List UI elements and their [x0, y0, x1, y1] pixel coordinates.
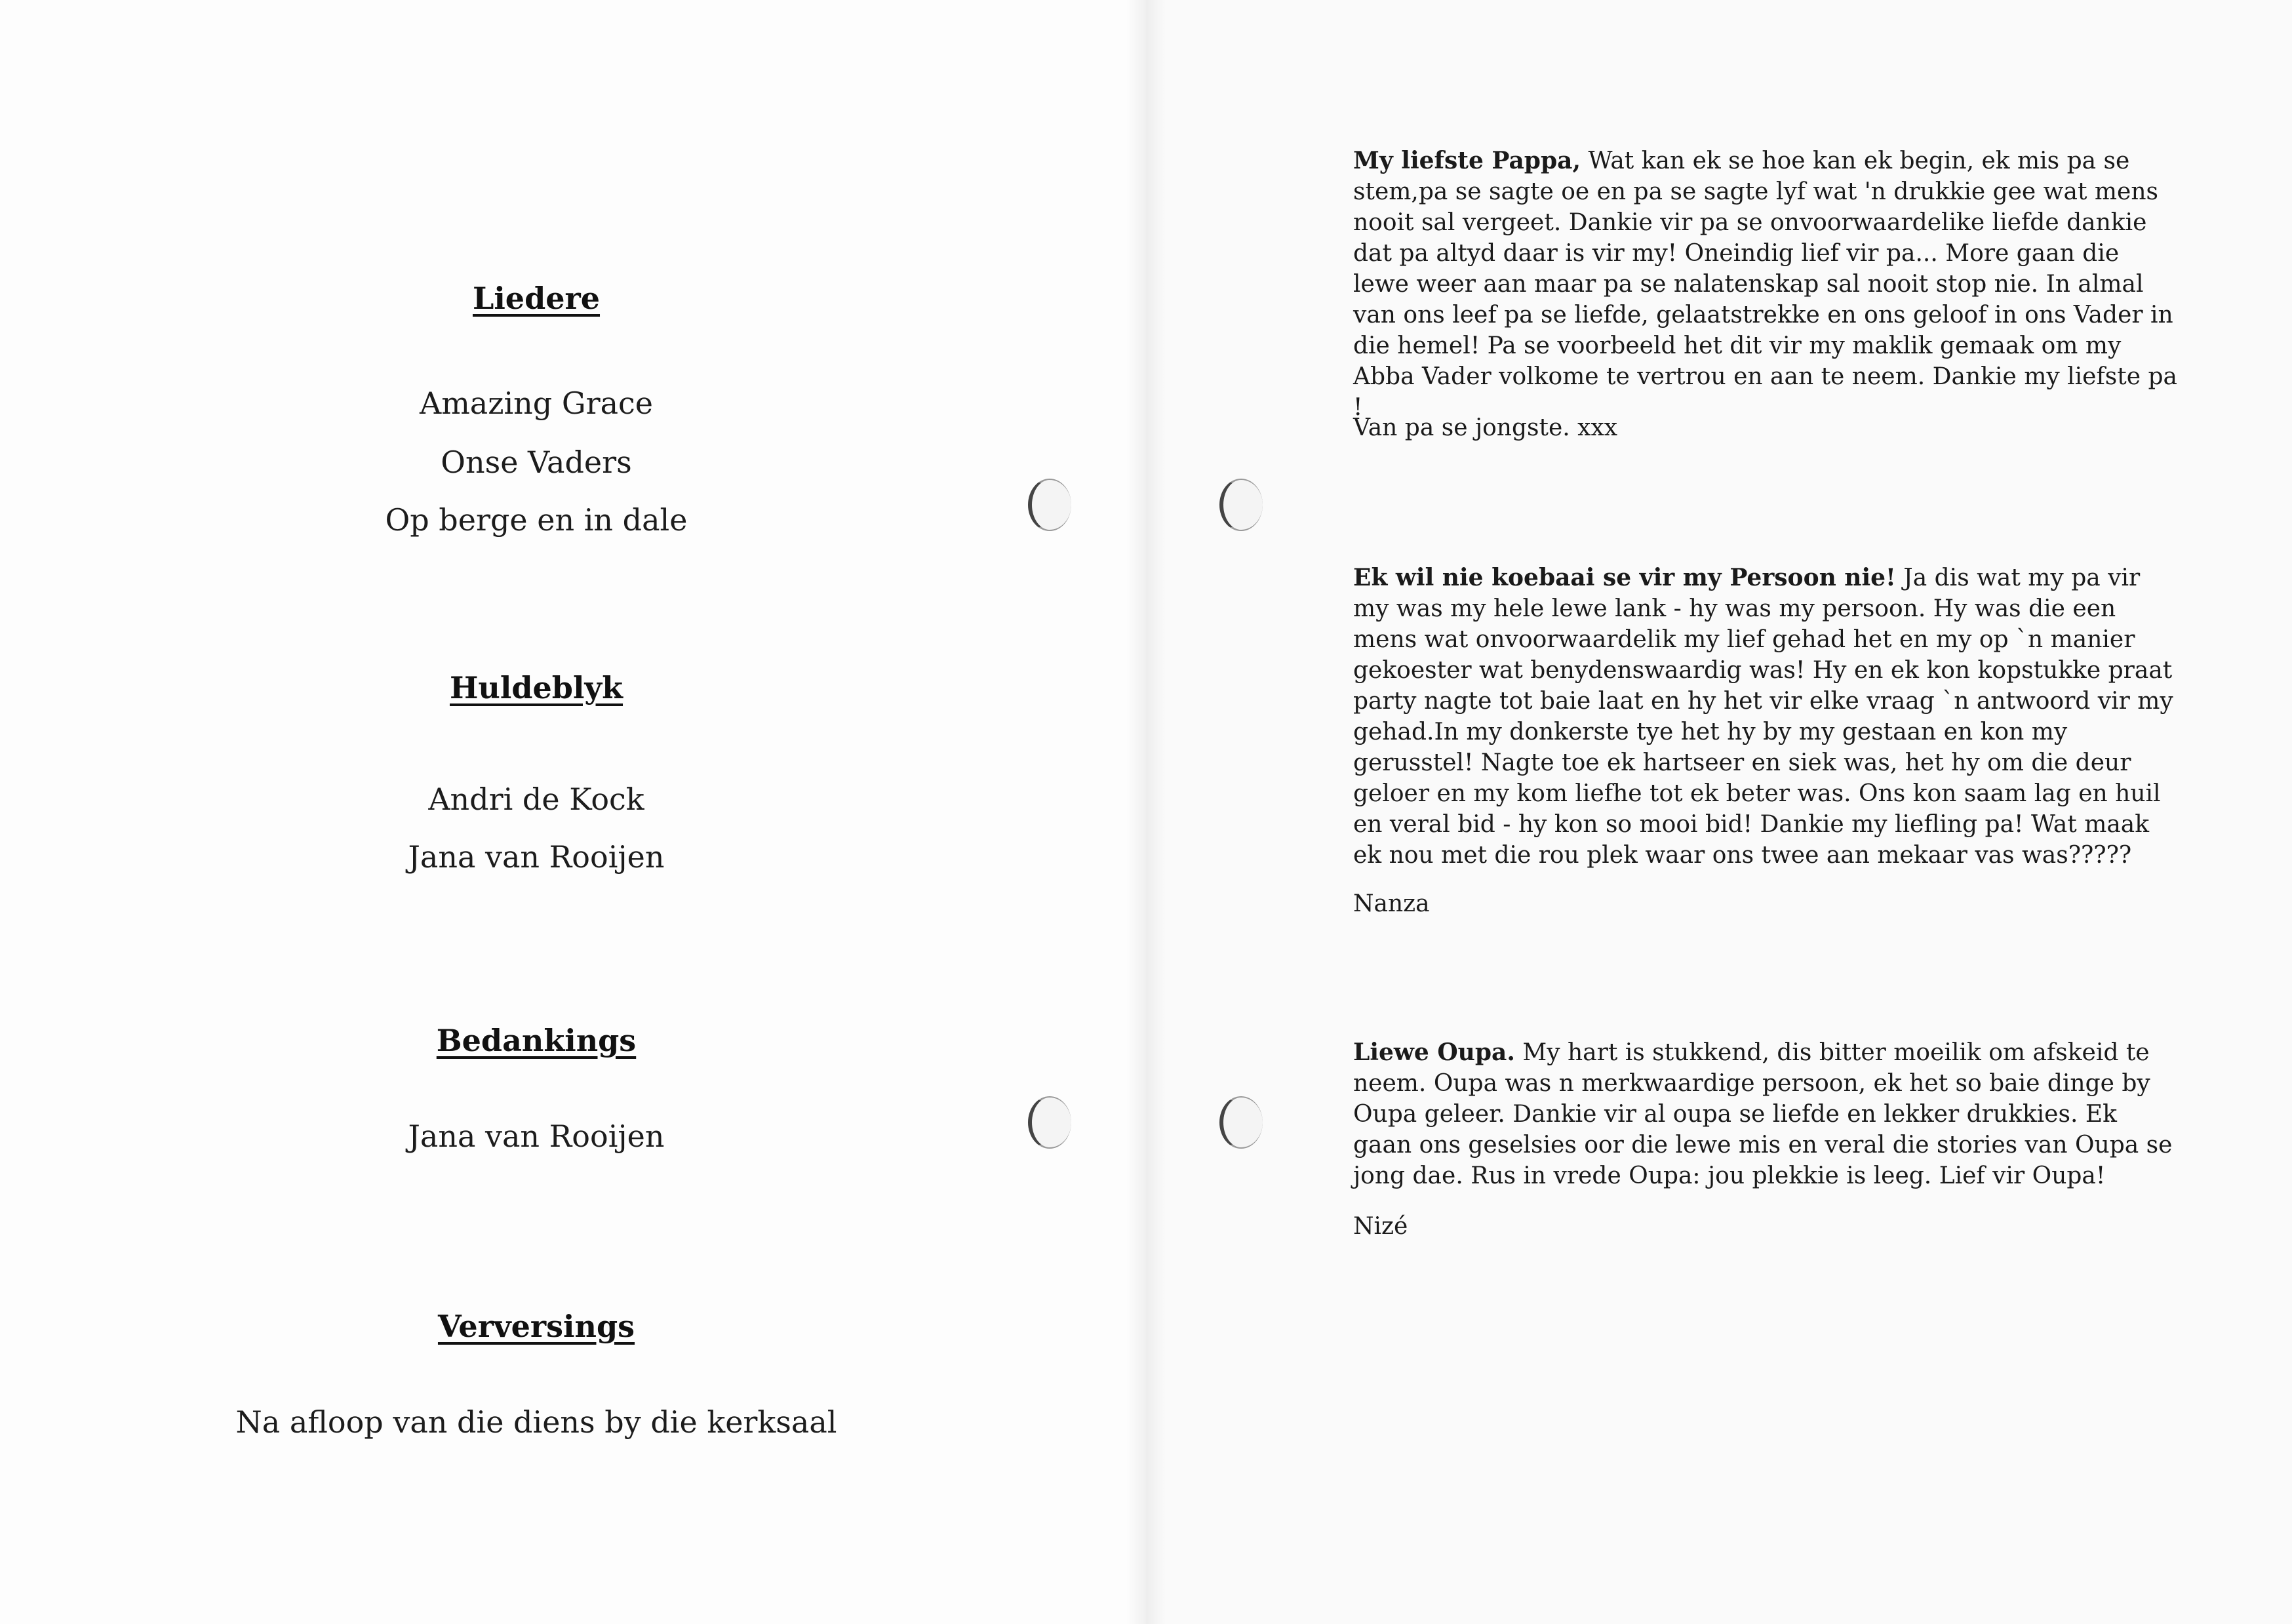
thanks-1: Jana van Rooijen — [408, 1119, 665, 1154]
song-3: Op berge en in dale — [385, 502, 688, 538]
punch-hole — [1219, 479, 1263, 531]
tribute-2: Jana van Rooijen — [408, 839, 665, 875]
message-1 — [1353, 146, 2179, 423]
punch-hole — [1219, 1096, 1263, 1149]
message-2-body: Ja dis wat my pa vir my was my hele lewe lank - hy was my persoon. Hy was die een mens wat onvoorwaardelik my lief gehad het en my op `n manier gekoester wat benydenswaardig was! Hy en ek kon kopstukke praat party nagte tot baie laat en hy het vir elke vraag `n antwoord vir my gehad.In my donkerste tye het hy by my gestaan en kon my gerusstel! Nagte toe ek hartseer en siek was, het hy om die deur geloer en my kom liefhe tot ek beter was. Ons kon saam lag en huil en veral bid - hy kon so mooi bid! Dankie my liefling pa! Wat maak ek nou met die rou plek waar ons twee aan mekaar vas was????? — [1353, 564, 2173, 869]
refreshments-1: Na afloop van die diens by die kerksaal — [235, 1404, 837, 1440]
heading-huldeblyk: Huldeblyk — [449, 670, 623, 705]
message-3-lead: Liewe Oupa. — [1353, 1039, 1515, 1066]
page-fold — [1126, 0, 1166, 1624]
message-2-lead: Ek wil nie koebaai se vir my Persoon nie! — [1353, 564, 1896, 591]
heading-liedere: Liedere — [472, 281, 601, 316]
message-3-body: My hart is stukkend, dis bitter moeilik om afskeid te neem. Oupa was n merkwaardige persoon, ek het so baie dinge by Oupa geleer. Dankie vir al oupa se liefde en lekker drukkies. Ek gaan ons geselsies oor die lewe mis en veral die stories van Oupa se jong dae. Rus in vrede Oupa: jou plekkie is leeg. Lief vir Oupa! — [1353, 1039, 2173, 1189]
message-1-body: Wat kan ek se hoe kan ek begin, ek mis pa se stem,pa se sagte oe en pa se sagte lyf wat 'n drukkie gee wat mens nooit sal vergeet. Dankie vir pa se onvoorwaardelike liefde dankie dat pa altyd daar is vir my! Oneindig lief vir pa... More gaan die lewe weer aan maar pa se nalatenskap sal nooit stop nie. In almal van ons leef pa se liefde, gelaatstrekke en ons geloof in ons Vader in die hemel! Pa se voorbeeld het dit vir my maklik gemaak om my Abba Vader volkome te vertrou en aan te neem. Dankie my liefste pa ! — [1353, 148, 2177, 421]
heading-bedankings: Bedankings — [436, 1023, 637, 1058]
punch-hole — [1028, 1096, 1071, 1149]
message-2 — [1353, 563, 2179, 871]
tribute-1: Andri de Kock — [428, 782, 644, 817]
message-1-lead: My liefste Pappa, — [1353, 147, 1581, 174]
punch-hole — [1028, 479, 1071, 531]
heading-verversings: Verversings — [437, 1309, 635, 1344]
song-1: Amazing Grace — [419, 386, 654, 421]
message-3 — [1353, 1037, 2179, 1191]
song-2: Onse Vaders — [441, 445, 632, 480]
message-2-signature: Nanza — [1353, 890, 1430, 917]
message-1-signature: Van pa se jongste. xxx — [1353, 414, 1618, 441]
message-3-signature: Nizé — [1353, 1213, 1408, 1240]
